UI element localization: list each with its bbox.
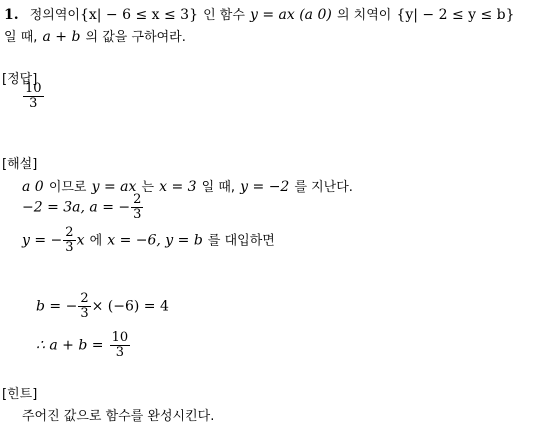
problem-text-e: 의 값을 구하여라. xyxy=(85,30,186,45)
function-expression: y = ax (a 0) xyxy=(249,7,332,23)
s2-numerator: 2 xyxy=(133,192,142,207)
answer-fraction xyxy=(22,82,45,110)
s5-lhs: ∴ a + b = xyxy=(36,337,104,354)
problem-text-b: 인 함수 xyxy=(203,8,245,23)
s3-numerator: 2 xyxy=(65,225,74,240)
problem-text-d: 일 때, xyxy=(4,30,38,45)
solution-step-2 xyxy=(22,193,144,221)
s3-lhs: y = − xyxy=(22,232,63,249)
s3-text-2: 를 대입하면 xyxy=(207,233,275,249)
solution-step-4 xyxy=(36,292,169,320)
s2-denominator: 3 xyxy=(133,206,142,222)
problem-line-1 xyxy=(4,4,515,23)
s1-condition: a 0 xyxy=(22,179,44,195)
problem-text-c: 의 치역이 xyxy=(336,8,392,23)
problem-text-a: 정의역이 xyxy=(29,8,80,23)
hint-label: [힌트] xyxy=(2,387,38,402)
s1-text-2: 는 xyxy=(141,180,155,195)
solution-label: [해설] xyxy=(2,157,38,172)
s1-text-1: 이므로 xyxy=(48,180,87,195)
answer-label: [정답] xyxy=(2,72,38,87)
s4-denominator: 3 xyxy=(80,305,89,321)
s3-substitution: x = −6, y = b xyxy=(107,232,203,249)
answer-numerator: 10 xyxy=(25,81,42,96)
problem-line-2 xyxy=(4,26,186,45)
hint-text: 주어진 값으로 함수를 완성시킨다. xyxy=(22,409,215,424)
s1-text-4: 를 지난다. xyxy=(294,180,353,195)
s1-x-value: x = 3 xyxy=(159,179,197,195)
s3-variable: x xyxy=(76,232,85,249)
answer-denominator: 3 xyxy=(29,95,38,111)
s1-text-3: 일 때, xyxy=(201,180,236,195)
s3-denominator: 3 xyxy=(65,239,74,255)
s1-function: y = ax xyxy=(91,179,137,195)
s4-lhs: b = − xyxy=(36,298,78,315)
problem-number: 1. xyxy=(4,7,19,23)
s2-equation: −2 = 3a, a = − xyxy=(22,199,131,216)
solution-step-3 xyxy=(22,226,275,254)
s5-numerator: 10 xyxy=(111,330,129,345)
solution-step-5 xyxy=(36,331,131,359)
s4-numerator: 2 xyxy=(80,291,89,306)
sum-expression: a + b xyxy=(42,29,81,45)
range-expression: {y| − 2 ≤ y ≤ b} xyxy=(396,7,515,23)
s3-text-1: 에 xyxy=(89,233,103,249)
s4-rhs: × (−6) = 4 xyxy=(91,298,169,315)
s5-denominator: 3 xyxy=(115,344,124,360)
domain-expression: {x| − 6 ≤ x ≤ 3} xyxy=(79,7,198,23)
s1-y-value: y = −2 xyxy=(240,179,290,195)
